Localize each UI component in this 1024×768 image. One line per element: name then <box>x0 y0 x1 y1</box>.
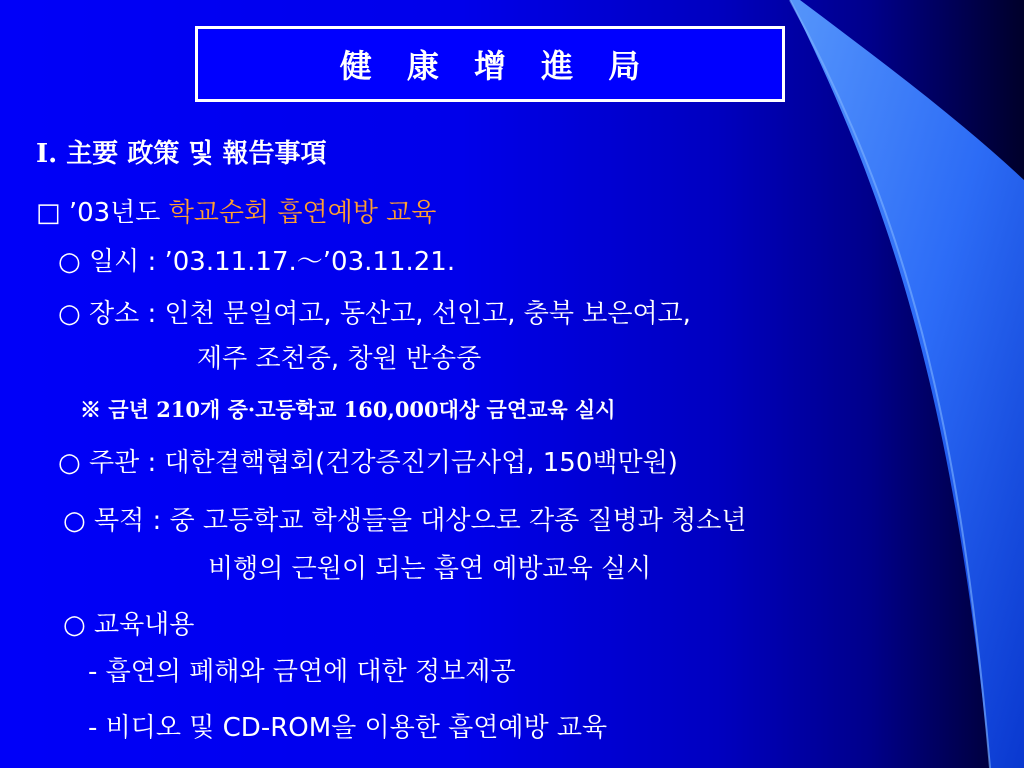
slide-title: 健 康 增 進 局 <box>339 47 653 85</box>
section-heading: Ⅰ. 主要 政策 및 報告事項 <box>36 139 327 169</box>
content-item-1: - 흡연의 폐해와 금연에 대한 정보제공 <box>88 657 516 687</box>
item-content-heading: ○ 교육내용 <box>63 610 195 640</box>
note-text: ※ 금년 210개 중·고등학교 160,000대상 금연교육 실시 <box>80 397 616 422</box>
item-place-line1: ○ 장소 : 인천 문일여고, 동산고, 선인고, 충북 보은여고, <box>58 299 691 329</box>
item-date: ○ 일시 : ’03.11.17.～’03.11.21. <box>58 247 456 277</box>
topic-heading <box>36 197 436 229</box>
item-purpose-line1: ○ 목적 : 중 고등학교 학생들을 대상으로 각종 질병과 청소년 <box>63 506 747 536</box>
topic-prefix: □ ’03년도 <box>36 198 161 228</box>
item-purpose-line2: 비행의 근원이 되는 흡연 예방교육 실시 <box>208 554 652 584</box>
item-host: ○ 주관 : 대한결핵협회(건강증진기금사업, 150백만원) <box>58 448 678 478</box>
content-item-2: - 비디오 및 CD-ROM을 이용한 흡연예방 교육 <box>88 713 608 743</box>
topic-highlight: 학교순회 흡연예방 교육 <box>168 198 437 228</box>
item-place-line2: 제주 조천중, 창원 반송중 <box>197 344 482 374</box>
title-box <box>195 26 785 102</box>
